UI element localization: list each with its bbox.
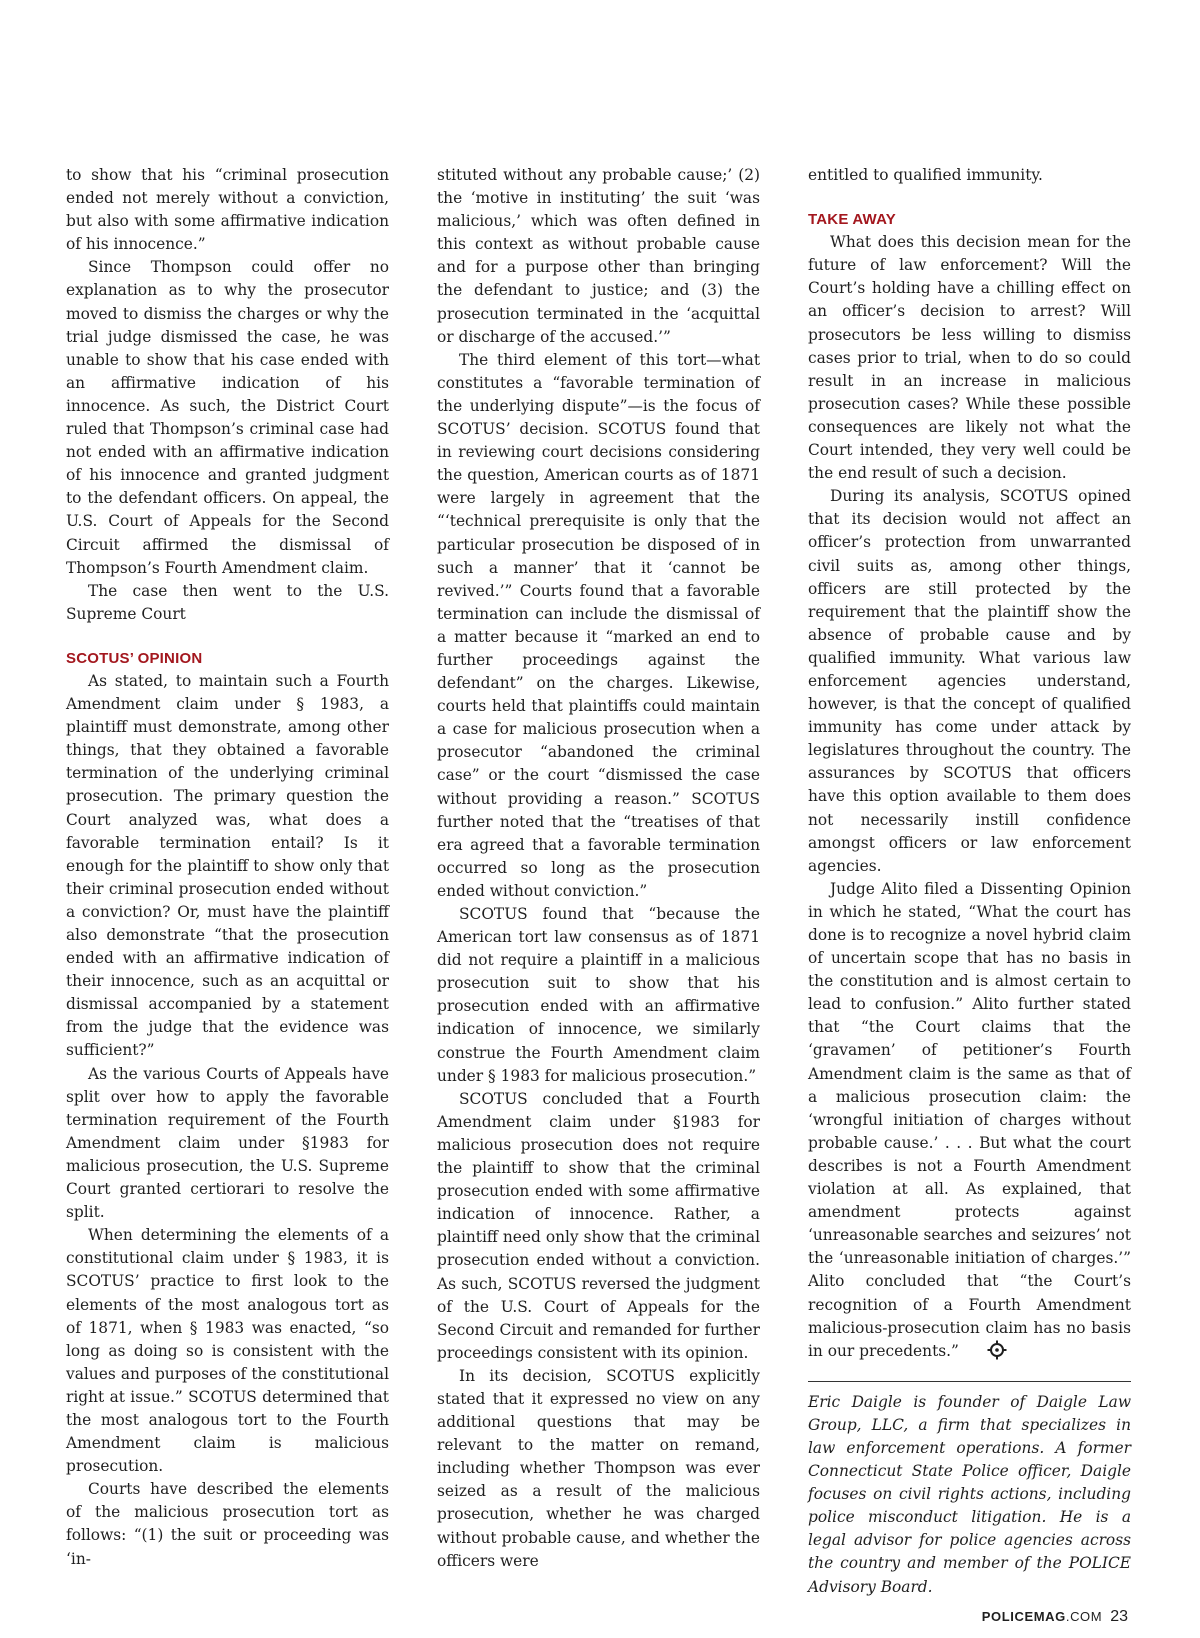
column-2 [437,164,760,1573]
paragraph: to show that his “criminal prosecution ended not merely without a conviction, but also with some affirmative indication of his innocence.” [66,166,389,254]
paragraph: Courts have described the elements of the malicious prosecution tort as follows: “(1) the suit or proceeding was ‘in- [66,1480,389,1568]
paragraph: entitled to qualified immunity. [808,166,1043,184]
paragraph: In its decision, SCOTUS explicitly stated that it expressed no view on any additional questions that may be relevant to the matter on remand, including whether Thompson was ever seized as a result of the malicious prosecution, whether he was charged without probable cause, and whether the officers were [437,1366,760,1570]
paragraph: The third element of this tort—what constitutes a “favorable termination of the underlying dispute”—is the focus of SCOTUS’ decision. SCOTUS found that in reviewing court decisions considering the question, American courts as of 1871 were largely in agreement that the “‘technical prerequisite is only that the particular prosecution be disposed of in such a manner’ that it ‘cannot be revived.’” Courts found that a favorable termination can include the dismissal of a matter because it “marked an end to further proceedings against the defendant” on the charges. Likewise, courts held that plaintiffs could maintain a case for malicious prosecution when a prosecutor “abandoned the criminal case” or the court “dismissed the case without providing a reason.” SCOTUS further noted that the “treatises of that era agreed that a favorable termination occurred so long as the prosecution ended without conviction.” [437,350,760,900]
paragraph: When determining the elements of a constitutional claim under § 1983, it is SCOTUS’ practice to first look to the elements of the most analogous tort as of 1871, when § 1983 was enacted, “so long as doing so is consistent with the values and purposes of the constitutional right at issue.” SCOTUS determined that the most analogous tort to the Fourth Amendment claim is malicious prosecution. [66,1226,389,1476]
paragraph-final [808,878,1131,1367]
paragraph-final-text: Judge Alito filed a Dissenting Opinion in which he stated, “What the court has done is to recognize a novel hybrid claim of uncertain scope that has no basis in the constitution and is almost certain to lead to confusion.” Alito further stated that “the Court claims that the ‘gravamen’ of petitioner’s Fourth Amendment claim is the same as that of a malicious prosecution claim: the ‘wrongful initiation of charges without probable cause.’ . . . But what the court describes is not a Fourth Amendment violation at all. As explained, that amendment protects against ‘unreasonable searches and seizures’ not the ‘unreasonable initiation of charges.’” Alito concluded that “the Court’s recognition of a Fourth Amendment malicious-prosecution claim has no basis in our precedents.” [808,879,1131,1360]
paragraph: Since Thompson could offer no explanation as to why the prosecutor moved to dismiss the charges or why the trial judge dismissed the case, he was unable to show that his case ended with an affirmative indication of his innocence. As such, the District Court ruled that Thompson’s criminal case had not ended with an affirmative indication of his innocence and granted judgment to the defendant officers. On appeal, the U.S. Court of Appeals for the Second Circuit affirmed the dismissal of Thompson’s Fourth Amendment claim. [66,258,389,577]
column-1 [66,164,389,1571]
paragraph: The case then went to the U.S. Supreme Court [66,581,389,623]
author-bio: Eric Daigle is founder of Daigle Law Group, LLC, a firm that specializes in law enforcement operations. A former Connecticut State Police officer, Daigle focuses on civil rights actions, including police misconduct litigation. He is a legal advisor for police agencies across the country and member of the POLICE Advisory Board. [808,1392,1131,1596]
column-3 [808,164,1131,1599]
paragraph: As the various Courts of Appeals have split over how to apply the favorable termination requirement of the Fourth Amendment claim under §1983 for malicious prosecution, the U.S. Supreme Court granted certiorari to resolve the split. [66,1064,389,1222]
footer-domain: .COM [1065,1609,1103,1624]
paragraph: During its analysis, SCOTUS opined that its decision would not affect an officer’s protection from unwarranted civil suits as, among other things, officers are still protected by the requirement that the plaintiff show the absence of probable cause and by qualified immunity. What various law enforcement agencies understand, however, is that the concept of qualified immunity has come under attack by legislatures throughout the country. The assurances by SCOTUS that officers have this option available to them does not necessarily instill confidence amongst officers or law enforcement agencies. [808,487,1131,875]
page-footer [982,1608,1128,1626]
footer-brand: POLICEMAG [981,1609,1066,1624]
bio-divider [808,1381,1131,1382]
paragraph: What does this decision mean for the future of law enforcement? Will the Court’s holding have a chilling effect on an officer’s decision to arrest? Will prosecutors be less willing to dismiss cases prior to trial, when to do so could result in an increase in malicious prosecution cases? While these possible consequences are likely not what the Court intended, they very well could be the end result of such a decision. [808,233,1131,483]
paragraph: SCOTUS concluded that a Fourth Amendment claim under §1983 for malicious prosecution does not require the plaintiff to show that the criminal prosecution ended with some affirmative indication of innocence. Rather, a plaintiff need only show that the criminal prosecution ended without a conviction. As such, SCOTUS reversed the judgment of the U.S. Court of Appeals for the Second Circuit and remanded for further proceedings consistent with its opinion. [437,1089,760,1362]
crosshair-icon [965,1340,1007,1367]
paragraph: SCOTUS found that “because the American tort law consensus as of 1871 did not require a plaintiff in a malicious prosecution suit to show that his prosecution ended with an affirmative indication of innocence, we similarly construe the Fourth Amendment claim under § 1983 for malicious prosecution.” [437,905,760,1085]
paragraph: As stated, to maintain such a Fourth Amendment claim under § 1983, a plaintiff must demonstrate, among other things, that they obtained a favorable termination of the underlying criminal prosecution. The primary question the Court analyzed was, what does a favorable termination entail? Is it enough for the plaintiff to show only that their criminal prosecution ended without a conviction? Or, must have the plaintiff also demonstrate “that the prosecution ended with an affirmative indication of their innocence, such as an acquittal or dismissal accompanied by a statement from the judge that the evidence was sufficient?” [66,671,389,1060]
section-heading-take-away: TAKE AWAY [808,211,896,229]
page-number: 23 [1110,1608,1128,1625]
paragraph: stituted without any probable cause;’ (2) the ‘motive in instituting’ the suit ‘was malicious,’ which was often defined in this context as without probable cause and for a purpose other than bringing the defendant to justice; and (3) the prosecution terminated in the ‘acquittal or discharge of the accused.’” [437,166,760,346]
section-heading-scotus-opinion: SCOTUS’ OPINION [66,649,203,667]
